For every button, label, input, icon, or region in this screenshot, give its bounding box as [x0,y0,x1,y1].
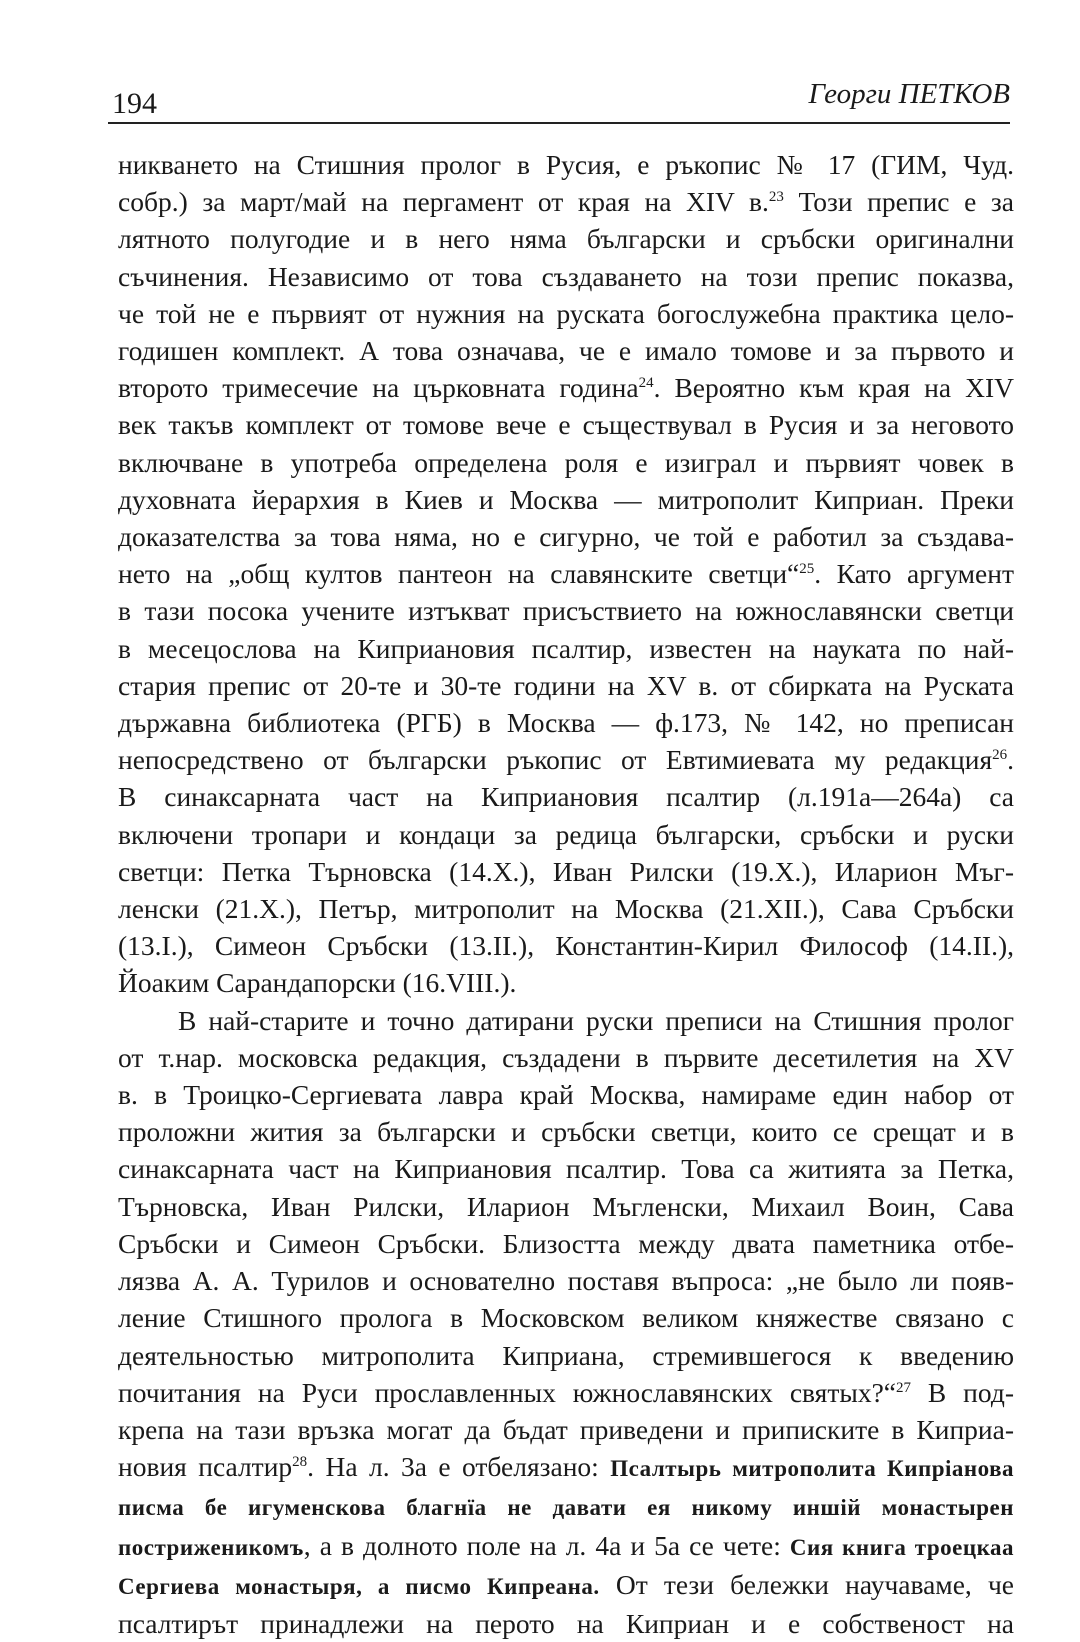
text-run: . [1007,744,1014,776]
text-run: новия псалтир [118,1451,293,1483]
text-line: от т.нар. московска редакция, създадени в първите десетилетия на XV [118,1041,1014,1073]
footnote-ref-24: 24 [638,375,654,392]
paragraph-2 [118,1002,1014,1642]
text-line: че той не е първият от нужния на руската богослужебна практика цело- [118,297,1014,329]
text-run: . На л. 3а е отбелязано: [307,1451,611,1483]
running-title: Георги ПЕТКОВ [808,78,1010,110]
slavonic-quote: Сергиева монастыря, а писмо Кипреана. [118,1573,600,1599]
text-line: в тази посока учените изтъкват присъствието на южнославянски светци [118,595,1014,627]
text-line: лятното полугодие и в него няма български и сръбски оригинални [118,223,1014,255]
text-line: проложни жития за български и сръбски светци, които се срещат и в [118,1116,1014,1148]
text-line: В синаксарната част на Киприановия псалтир (л.191а—264а) са [118,781,1014,813]
text-line [118,1374,1014,1411]
text-line: духовната йерархия в Киев и Москва — митрополит Киприан. Преки [118,483,1014,515]
text-line: крепа на тази връзка могат да бъдат приведени и приписките в Киприа- [118,1413,1014,1445]
text-line: светци: Петка Търновска (14.Х.), Иван Рилски (19.Х.), Иларион Мъг- [118,855,1014,887]
text-run: почитания на Руси прославленных южнославянских святых?“ [118,1376,896,1408]
text-line: псалтирът принадлежи на перото на Киприан и е собственост на [118,1607,1014,1639]
text-line: Търновска, Иван Рилски, Иларион Мъгленски, Михаил Воин, Сава [118,1190,1014,1222]
text-line [118,1487,1014,1526]
text-run: , а в долното поле на л. 4а и 5а се чете: [303,1529,790,1561]
text-line: ленски (21.Х.), Петър, митрополит на Москва (21.XII.), Сава Сръбски [118,893,1014,925]
text-line: синаксарната част на Киприановия псалтир. Това са житията за Петка, [118,1153,1014,1185]
slavonic-quote: писма бе игуменскова благнїа не давати ея никому иншій монастырен [118,1495,1014,1521]
slavonic-quote: постриженикомъ [118,1534,304,1560]
text-line: в. в Троицко-Сергиевата лавра край Москва, намираме един набор от [118,1079,1014,1111]
text-line: годишен комплект. А това означава, че е имало томове и за първото и [118,335,1014,367]
text-line [118,369,1014,406]
text-line [118,1566,1014,1605]
text-line: Сръбски и Симеон Сръбски. Близостта между двата паметника отбе- [118,1227,1014,1259]
text-line: (13.I.), Симеон Сръбски (13.II.), Константин-Кирил Философ (14.II.), [118,930,1014,962]
footnote-ref-25: 25 [799,561,815,578]
text-run: . Като аргумент [814,558,1014,590]
text-line: включени тропари и кондаци за редица български, сръбски и руски [118,818,1014,850]
paragraph-1 [118,146,1014,1002]
text-line: В най-старите и точно датирани руски преписи на Стишния пролог [178,1004,1014,1036]
text-line [118,1448,1014,1487]
text-line: лязва А. А. Турилов и основателно поставя въпроса: „не было ли появ- [118,1265,1014,1297]
text-run: непосредствено от български ръкопис от Евтимиевата му редакция [118,744,993,776]
text-line: включване в употреба определена роля е изиграл и първият човек в [118,446,1014,478]
text-line: Йоаким Сарандапорски (16.VIII.). [118,967,517,999]
text-line: ление Стишного пролога в Московском великом княжестве связано с [118,1302,1014,1334]
footnote-ref-28: 28 [292,1453,308,1470]
text-line: стария препис от 20-те и 30-те години на XV в. от сбирката на Руската [118,669,1014,701]
text-run: От тези бележки научаваме, че [599,1568,1014,1600]
text-line: съчинения. Независимо от това създаването на този препис показва, [118,260,1014,292]
text-line [118,555,1014,592]
text-line: доказателства за това няма, но е сигурно, че той е работил за създава- [118,521,1014,553]
text-run: нето на „общ култов пантеон на славянските светци“ [118,558,800,590]
page-number: 194 [112,87,157,120]
body-text [118,146,1014,1642]
text-line [118,741,1014,778]
slavonic-quote: Сия книга троецкаа [789,1534,1014,1560]
page-header [108,78,1010,124]
text-line: век такъв комплект от томове вече е съществувал в Русия и за неговото [118,409,1014,441]
text-line: държавна библиотека (РГБ) в Москва — ф.173, № 142, но преписан [118,707,1014,739]
text-line: в месецослова на Киприановия псалтир, известен на науката по най- [118,632,1014,664]
text-line [118,1527,1014,1566]
footnote-ref-26: 26 [992,747,1008,764]
text-line: деятельностью митрополита Киприана, стремившегося к введению [118,1339,1014,1371]
text-line: никването на Стишния пролог в Русия, е ръкопис № 17 (ГИМ, Чуд. [118,149,1014,180]
text-line [118,183,1014,220]
slavonic-quote: Псалтырь митрополита Кипріанова [610,1456,1014,1482]
footnote-ref-23: 23 [768,189,784,206]
text-run: В под- [910,1376,1014,1408]
text-run: второто тримесечие на църковната година [118,372,639,404]
footnote-ref-27: 27 [895,1379,911,1396]
text-run: . Вероятно към края на XIV [653,372,1014,404]
text-run: собр.) за март/май на пергамент от края на XIV в. [118,186,769,218]
text-run: Този препис е за [783,186,1014,218]
